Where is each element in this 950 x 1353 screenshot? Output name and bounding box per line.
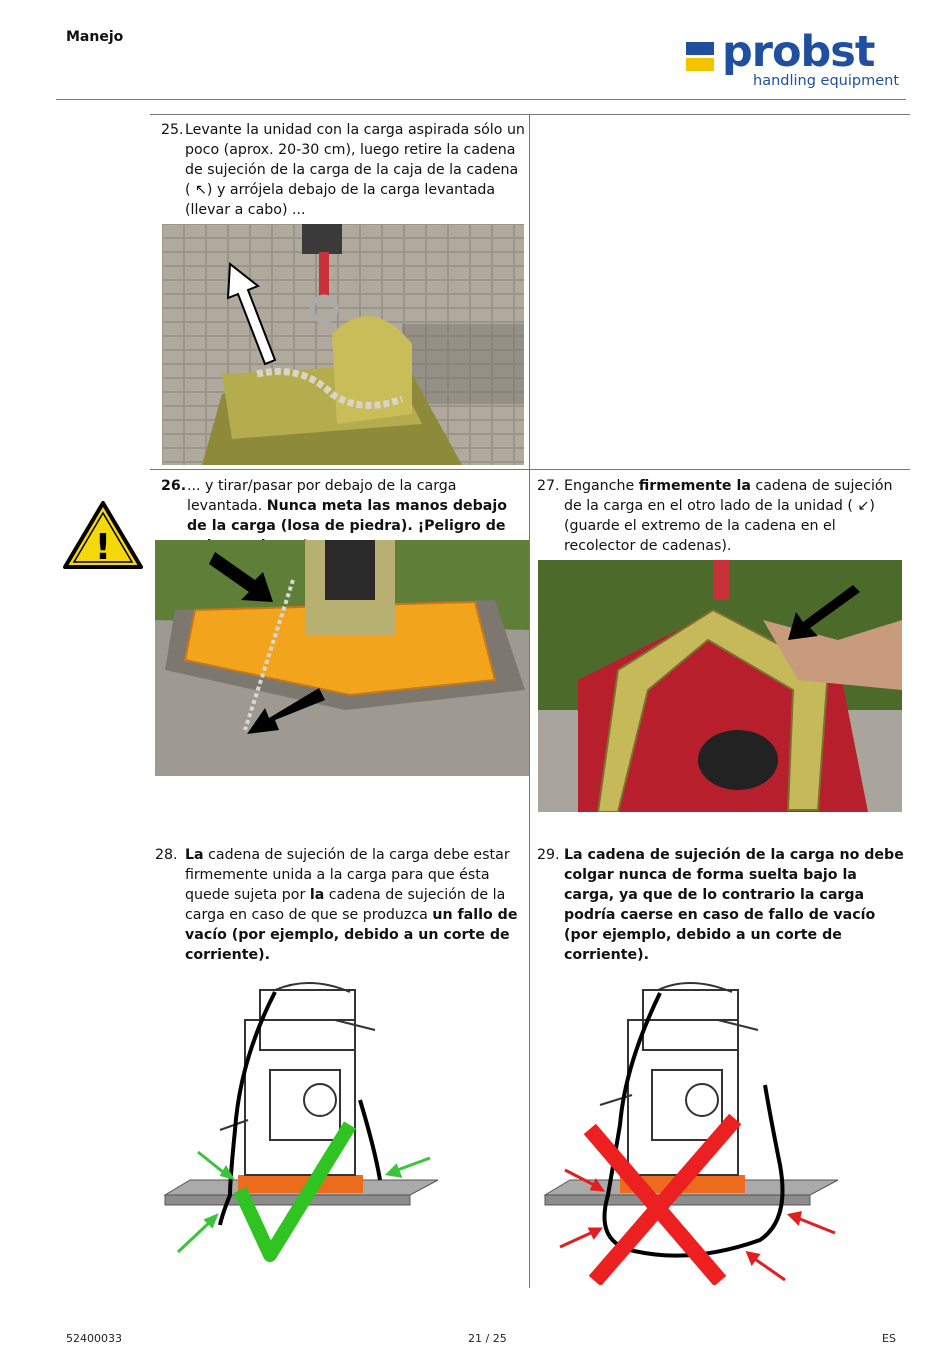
- warning-triangle-icon: [62, 500, 144, 570]
- step-28-text-4: cadena de sujeción de la carga en caso de que se produzca: [185, 887, 506, 923]
- photo-step-27: [538, 560, 902, 812]
- section-title: Manejo: [66, 29, 124, 45]
- step-number: 25.: [161, 122, 184, 138]
- step-number: 26.: [161, 478, 187, 494]
- logo-mark-icon: [686, 42, 716, 74]
- step-28-bold-5: un fallo de vacío (por ejemplo, debido a un corte de corriente).: [185, 907, 518, 963]
- step-27-text-a: Enganche: [564, 478, 639, 494]
- photo-step-25: [162, 224, 524, 465]
- table-mid-rule: [150, 469, 910, 470]
- step-27-text-b: cadena de sujeción de la carga en el otro lado de la unidad ( ↙) (guarde el extremo de la cadena en el recolector de cadenas).: [564, 478, 893, 554]
- header-rule: [56, 99, 906, 100]
- step-28-bold-3: la: [309, 887, 325, 903]
- illustration-incorrect: [540, 965, 840, 1285]
- step-26-warning-text: Nunca meta las manos debajo de la carga (losa de piedra). ¡Peligro de: [187, 498, 507, 534]
- step-28-text-2: cadena de sujeción de la carga debe estar firmemente unida a la carga para que ésta quede sujeta por: [185, 847, 510, 903]
- illustration-correct: [160, 980, 450, 1270]
- doc-number: 52400033: [66, 1332, 122, 1345]
- step-26-text: ... y tirar/pasar por debajo de la carga levantada.: [187, 478, 457, 514]
- photo-step-26: [155, 540, 529, 776]
- step-29-text: La cadena de sujeción de la carga no debe colgar nunca de forma suelta bajo la carga, ya que de lo contrario la carga podría caerse en caso de fallo de vacío (por ejemplo, debido a un corte de corriente).: [564, 847, 904, 963]
- probst-logo: [686, 27, 899, 94]
- step-25-text: Levante la unidad con la carga aspirada sólo un poco (aprox. 20-30 cm), luego retire la cadena de sujeción de la carga de la caja de la cadena ( ↖) y arrójela debajo de la carga levantada (llevar a cabo) ...: [185, 122, 525, 218]
- table-top-rule: [150, 114, 910, 115]
- step-number: 28.: [155, 847, 178, 863]
- step-number: 27.: [537, 478, 560, 494]
- language-code: ES: [882, 1332, 896, 1345]
- step-27-bold: firmemente la: [638, 478, 751, 494]
- step-number: 29.: [537, 847, 560, 863]
- warning-glyph: !: [94, 527, 112, 568]
- page-number: 21 / 25: [468, 1332, 507, 1345]
- column-divider: [529, 114, 530, 1288]
- step-28-bold-1: La: [185, 847, 204, 863]
- logo-subtitle: handling equipment: [753, 73, 899, 89]
- logo-word: probst: [722, 27, 875, 77]
